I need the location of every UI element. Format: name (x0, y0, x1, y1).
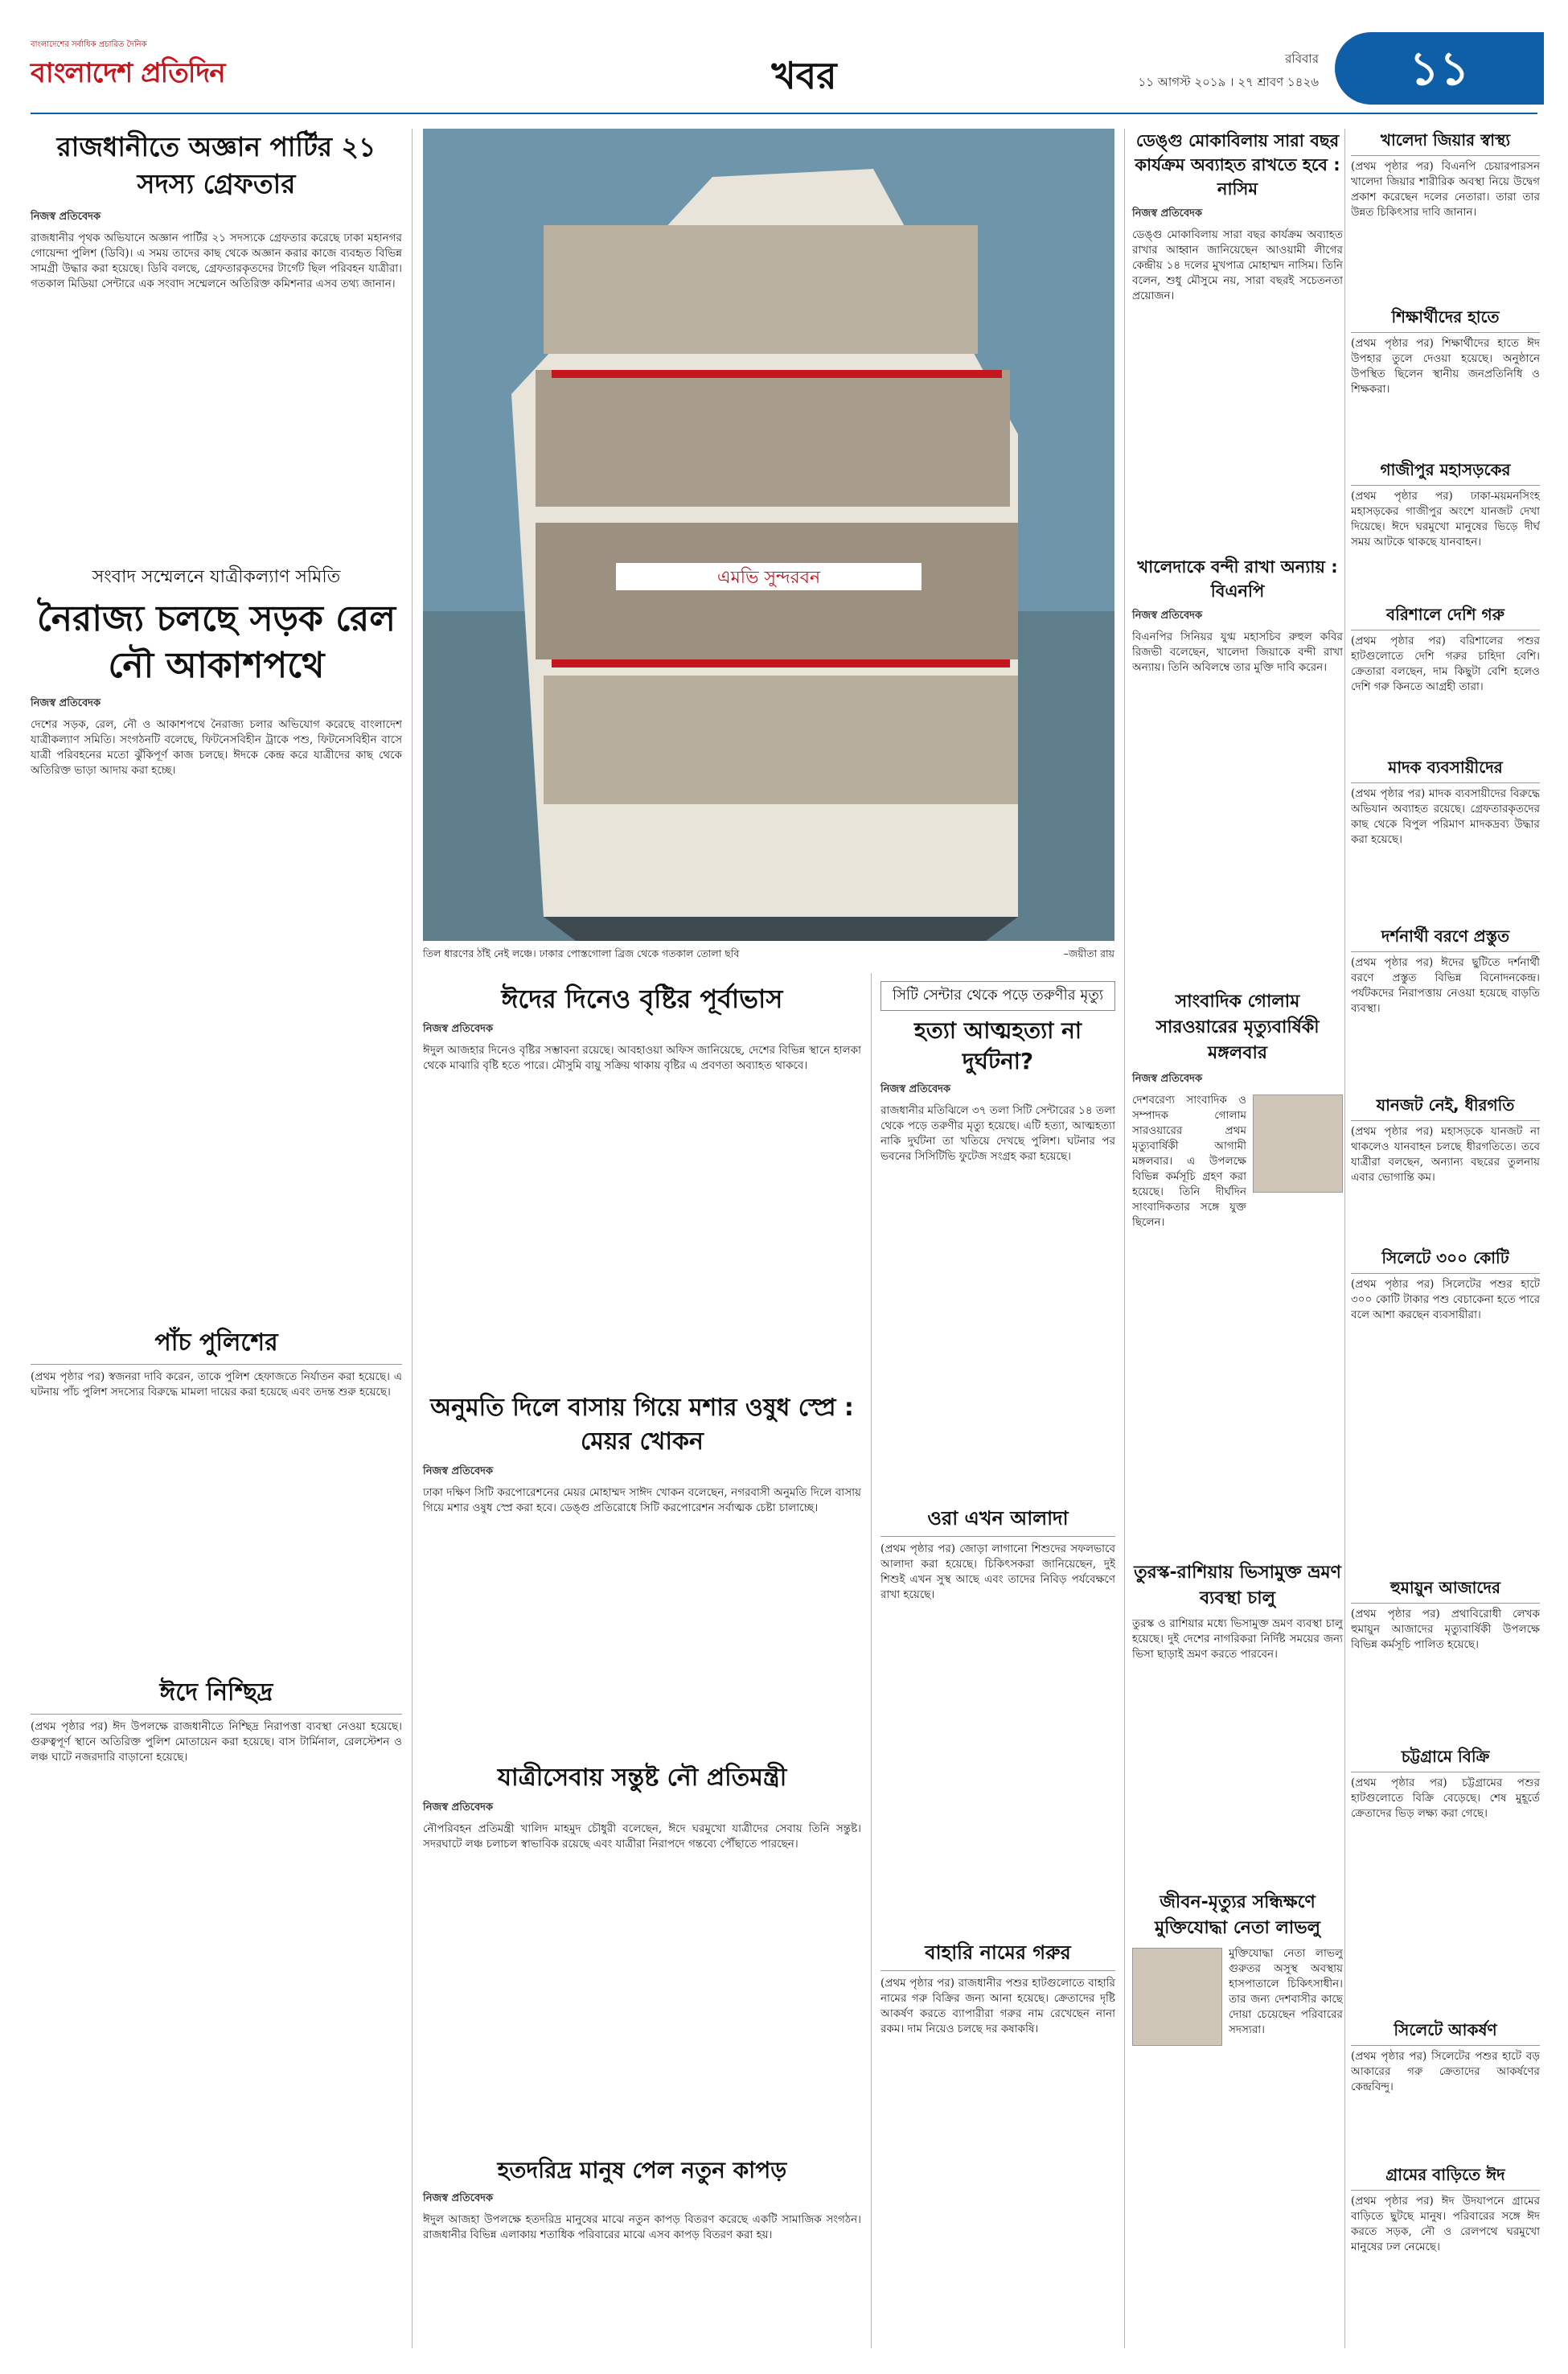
weather-headline: ঈদের দিনেও বৃষ্টির পূর্বাভাস (501, 984, 783, 1014)
khaleda-bondi-byline: নিজস্ব প্রতিবেদক (1132, 610, 1203, 622)
gazipur-story (1351, 458, 1540, 595)
village-eid-body: (প্রথম পৃষ্ঠার পর) ঈদ উদযাপনে গ্রামের বাড়িতে ছুটছে মানুষ। পরিবারের সঙ্গে ঈদ করতে সড়ক, নৌ ও রেলপথে ঘরমুখো মানুষের ঢল নেমেছে। (1351, 2195, 1540, 2253)
jamjot-body: (প্রথম পৃষ্ঠার পর) মহাসড়কে যানজট না থাকলেও যানবাহন চলছে ধীরগতিতে। তবে যাত্রীরা বলছেন, অন্যান্য বছরের তুলনায় এবার ভোগান্তি কম। (1351, 1125, 1540, 1184)
barishal-body: (প্রথম পৃষ্ঠার পর) বরিশালের পশুর হাটগুলোতে দেশি গরুর চাহিদা বেশি। ক্রেতারা বলছেন, দাম কিছুটা বেশি হলেও দেশি গরু কিনতে আগ্রহী তারা। (1351, 635, 1540, 693)
dengue-body: ডেঙ্গু মোকাবিলায় সারা বছর কার্যক্রম অব্যাহত রাখার আহ্বান জানিয়েছেন আওয়ামী লীগের কেন্দ্রীয় ১৪ দলের মুখপাত্র মোহাম্মদ নাসিম। তিনি বলেন, শুধু মৌসুমে নয়, সারা বছরই সচেতনতা প্রয়োজন। (1132, 228, 1343, 302)
bahari-headline: বাহারি নামের গরুর (880, 1938, 1115, 1971)
mosquito-body: ঢাকা দক্ষিণ সিটি করপোরেশনের মেয়র মোহাম্মদ সাঈদ খোকন বলেছেন, নগরবাসী অনুমতি দিলে বাসায় গিয়ে মশার ওষুধ স্প্রে করা হবে। ডেঙ্গু প্রতিরোধে সিটি করপোরেশন সর্বাত্মক চেষ্টা চালাচ্ছে। (423, 1486, 861, 1514)
eid-security-headline: ঈদে নিশ্ছিদ্র (31, 1673, 402, 1715)
dengue-story (1132, 129, 1343, 547)
jamjot-story (1351, 1094, 1540, 1238)
col-rule (1124, 129, 1125, 2348)
golam-sarwar-body: দেশবরেণ্য সাংবাদিক ও সম্পাদক গোলাম সারওয়ারের প্রথম মৃত্যুবার্ষিকী আগামী মঙ্গলবার। এ উপলক্ষে বিভিন্ন কর্মসূচি গ্রহণ করা হয়েছে। তিনি দীর্ঘদিন সাংবাদিকতার সঙ্গে যুক্ত ছিলেন। (1132, 1094, 1246, 1229)
shikkharthi-body: (প্রথম পৃষ্ঠার পর) শিক্ষার্থীদের হাতে ঈদ উপহার তুলে দেওয়া হয়েছে। অনুষ্ঠানে উপস্থিত ছিলেন স্থানীয় জনপ্রতিনিধি ও শিক্ষকরা। (1351, 337, 1540, 396)
section-title: খবর (771, 54, 837, 97)
lead-body: রাজধানীর পৃথক অভিযানে অজ্ঞান পার্টির ২১ সদস্যকে গ্রেফতার করেছে ঢাকা মহানগর গোয়েন্দা পুলিশ (ডিবি)। এ সময় তাদের কাছ থেকে অজ্ঞান করার কাজে ব্যবহৃত বিভিন্ন সামগ্রী উদ্ধার করা হয়েছে। ডিবি বলছে, গ্রেফতারকৃতদের টার্গেট ছিল পরিবহন যাত্রীরা। গতকাল মিডিয়া সেন্টারে এক সংবাদ সম্মেলনে অতিরিক্ত কমিশনার এসব তথ্য জানান। (31, 232, 402, 290)
poor-clothes-headline: হতদরিদ্র মানুষ পেল নতুন কাপড় (497, 2157, 787, 2183)
ora-ekhon-body: (প্রথম পৃষ্ঠার পর) জোড়া লাগানো শিশুদের সফলভাবে আলাদা করা হয়েছে। চিকিৎসকরা জানিয়েছেন, দুই শিশুই এখন সুস্থ আছে এবং তাদের নিবিড় পর্যবেক্ষণে রাখা হয়েছে। (880, 1542, 1115, 1601)
mosquito-headline: অনুমতি দিলে বাসায় গিয়ে মশার ওষুধ স্প্রে : মেয়র খোকন (430, 1394, 854, 1456)
jatriseba-byline: নিজস্ব প্রতিবেদক (423, 1801, 494, 1813)
photo-block (423, 129, 1114, 973)
shikkharthi-headline: শিক্ষার্থীদের হাতে (1351, 306, 1540, 333)
jatriseba-body: নৌপরিবহন প্রতিমন্ত্রী খালিদ মাহমুদ চৌধুরী বলেছেন, ঈদে ঘরমুখো যাত্রীদের সেবায় তিনি সন্তুষ্ট। সদরঘাটে লঞ্চ চলাচল স্বাভাবিক রয়েছে এবং যাত্রীরা নিরাপদে গন্তব্যে পৌঁছাতে পারছেন। (423, 1822, 861, 1850)
chattogram-story (1351, 1745, 1540, 2011)
five-police-headline: পাঁচ পুলিশের (31, 1323, 402, 1365)
weather-byline: নিজস্ব প্রতিবেদক (423, 1023, 494, 1035)
col-rule (871, 973, 872, 2348)
day-label: রবিবার (1285, 51, 1319, 66)
city-center-story (880, 981, 1115, 1496)
khaleda-health-body: (প্রথম পৃষ্ঠার পর) বিএনপি চেয়ারপারসন খালেদা জিয়ার শারীরিক অবস্থা নিয়ে উদ্বেগ প্রকাশ করেছেন দলের নেতারা। তারা তার উন্নত চিকিৎসার দাবি জানান। (1351, 160, 1540, 219)
ship-name: এমভি সুন্দরবন (716, 568, 821, 588)
madok-story (1351, 756, 1540, 917)
khaleda-health-story (1351, 129, 1540, 298)
ora-ekhon-story (880, 1504, 1115, 1930)
bahari-body: (প্রথম পৃষ্ঠার পর) রাজধানীর পশুর হাটগুলোতে বাহারি নামের গরু বিক্রির জন্য আনা হয়েছে। ক্রেতাদের দৃষ্টি আকর্ষণ করতে ব্যাপারীরা গরুর নাম রেখেছেন নানা রকম। দাম নিয়েও চলছে দর কষাকষি। (880, 1977, 1115, 2035)
photo (423, 129, 1114, 941)
masthead-rule (31, 113, 1537, 114)
darshonarthi-body: (প্রথম পৃষ্ঠার পর) ঈদের ছুটিতে দর্শনার্থী বরণে প্রস্তুত বিভিন্ন বিনোদনকেন্দ্র। পর্যটকদের নিরাপত্তায় নেওয়া হয়েছে বাড়তি ব্যবস্থা। (1351, 956, 1540, 1015)
dengue-headline: ডেঙ্গু মোকাবিলায় সারা বছর কার্যক্রম অব্যাহত রাখতে হবে : নাসিম (1135, 131, 1340, 199)
darshonarthi-story (1351, 925, 1540, 1086)
village-eid-story (1351, 2163, 1540, 2348)
jatri-story (31, 563, 402, 1319)
poor-clothes-byline: নিজস্ব প্রতিবেদক (423, 2192, 494, 2204)
madok-headline: মাদক ব্যবসায়ীদের (1351, 756, 1540, 783)
logo-wordmark: বাংলাদেশ প্রতিদিন (31, 57, 225, 89)
logo (31, 39, 240, 95)
sylhet-akorshon-story (1351, 2019, 1540, 2155)
turkey-headline: তুরস্ক-রাশিয়ায় ভিসামুক্ত ভ্রমণ ব্যবস্থা চালু (1134, 1563, 1341, 1608)
city-center-body: রাজধানীর মতিঝিলে ৩৭ তলা সিটি সেন্টারের ১৪ তলা থেকে পড়ে তরুণীর মৃত্যু হয়েছে। এটি হত্যা, আত্মহত্যা নাকি দুর্ঘটনা তা খতিয়ে দেখছে পুলিশ। ঘটনার পর ভবনের সিসিটিভি ফুটেজ সংগ্রহ করা হয়েছে। (880, 1104, 1115, 1163)
city-center-kicker: সিটি সেন্টার থেকে পড়ে তরুণীর মৃত্যু (880, 981, 1115, 1011)
date-label: ১১ আগস্ট ২০১৯ । ২৭ শ্রাবণ ১৪২৬ (1138, 75, 1319, 89)
sylhet-story (1351, 1247, 1540, 1568)
jatri-headline: নৈরাজ্য চলছে সড়ক রেল নৌ আকাশপথে (36, 598, 396, 686)
jatriseba-story (423, 1761, 861, 2147)
dengue-byline: নিজস্ব প্রতিবেদক (1132, 207, 1203, 220)
five-police-body: (প্রথম পৃষ্ঠার পর) স্বজনরা দাবি করেন, তাকে পুলিশ হেফাজতে নির্যাতন করা হয়েছে। এ ঘটনায় পাঁচ পুলিশ সদস্যের বিরুদ্ধে মামলা দায়ের করা হয়েছে এবং তদন্ত শুরু হয়েছে। (31, 1370, 402, 1399)
golam-sarwar-headline: সাংবাদিক গোলাম সারওয়ারের মৃত্যুবার্ষিকী মঙ্গলবার (1155, 992, 1320, 1063)
eid-security-story (31, 1673, 402, 2348)
jamjot-headline: যানজট নেই, ধীরগতি (1351, 1094, 1540, 1121)
freedom-fighter-headline: জীবন-মৃত্যুর সন্ধিক্ষণে মুক্তিযোদ্ধা নেতা লাভলু (1154, 1892, 1321, 1938)
golam-sarwar-byline: নিজস্ব প্রতিবেদক (1132, 1073, 1203, 1085)
lead-byline: নিজস্ব প্রতিবেদক (31, 211, 101, 223)
darshonarthi-headline: দর্শনার্থী বরণে প্রস্তুত (1351, 925, 1540, 952)
poor-clothes-body: ঈদুল আজহা উপলক্ষে হতদরিদ্র মানুষের মাঝে নতুন কাপড় বিতরণ করেছে একটি সামাজিক সংগঠন। রাজধানীর বিভিন্ন এলাকায় শতাধিক পরিবারের মাঝে এসব কাপড় বিতরণ করা হয়। (423, 2213, 861, 2241)
crowded-ferry-photo (423, 129, 1114, 941)
golam-sarwar-story (1132, 989, 1343, 1552)
shikkharthi-story (1351, 306, 1540, 450)
city-center-byline: নিজস্ব প্রতিবেদক (880, 1083, 951, 1095)
photo-credit: –জয়ীতা রায় (1063, 947, 1114, 959)
jatri-kicker: সংবাদ সম্মেলনে যাত্রীকল্যাণ সমিতি (92, 567, 341, 587)
sylhet-akorshon-body: (প্রথম পৃষ্ঠার পর) সিলেটের পশুর হাটে বড় আকারের গরু ক্রেতাদের আকর্ষণের কেন্দ্রবিন্দু। (1351, 2050, 1540, 2093)
freedom-fighter-story (1132, 1890, 1343, 2348)
jatri-byline: নিজস্ব প্রতিবেদক (31, 697, 101, 709)
freedom-fighter-body: মুক্তিযোদ্ধা নেতা লাভলু গুরুতর অসুস্থ অবস্থায় হাসপাতালে চিকিৎসাধীন। তার জন্য দেশবাসীর কাছে দোয়া চেয়েছেন পরিবারের সদস্যরা। (1229, 1947, 1343, 2036)
weather-body: ঈদুল আজহার দিনেও বৃষ্টির সম্ভাবনা রয়েছে। আবহাওয়া অফিস জানিয়েছে, দেশের বিভিন্ন স্থানে হালকা থেকে মাঝারি বৃষ্টি হতে পারে। মৌসুমি বায়ু সক্রিয় থাকায় বৃষ্টির এ প্রবণতা অব্যাহত থাকবে। (423, 1044, 861, 1072)
barishal-headline: বরিশালে দেশি গরু (1351, 603, 1540, 630)
gazipur-headline: গাজীপুর মহাসড়কের (1351, 458, 1540, 486)
golam-sarwar-portrait (1253, 1095, 1343, 1193)
col-rule (412, 129, 413, 2348)
date-block (1086, 50, 1319, 93)
logo-tagline: বাংলাদেশের সর্বাধিক প্রচারিত দৈনিক (31, 40, 147, 49)
page-number: ১১ (1409, 41, 1470, 96)
khaleda-health-headline: খালেদা জিয়ার স্বাস্থ্য (1351, 129, 1540, 156)
poor-clothes-story (423, 2155, 861, 2348)
freedom-fighter-portrait (1132, 1948, 1222, 2046)
village-eid-headline: গ্রামের বাড়িতে ঈদ (1351, 2163, 1540, 2191)
lead-headline: রাজধানীতে অজ্ঞান পার্টির ২১ সদস্য গ্রেফতার (56, 131, 376, 199)
barishal-story (1351, 603, 1540, 748)
page-number-badge (1335, 32, 1544, 105)
chattogram-headline: চট্টগ্রামে বিক্রি (1351, 1745, 1540, 1772)
eid-security-body: (প্রথম পৃষ্ঠার পর) ঈদ উপলক্ষে রাজধানীতে নিশ্ছিদ্র নিরাপত্তা ব্যবস্থা নেওয়া হয়েছে। গুরুত্বপূর্ণ স্থানে অতিরিক্ত পুলিশ মোতায়েন করা হয়েছে। বাস টার্মিনাল, রেলস্টেশন ও লঞ্চ ঘাটে নজরদারি বাড়ানো হয়েছে। (31, 1720, 402, 1764)
sylhet-headline: সিলেটে ৩০০ কোটি (1351, 1247, 1540, 1274)
bahari-story (880, 1938, 1115, 2348)
lead-story (31, 129, 402, 547)
jatri-body: দেশের সড়ক, রেল, নৌ ও আকাশপথে নৈরাজ্য চলার অভিযোগ করেছে বাংলাদেশ যাত্রীকল্যাণ সমিতি। সংগঠনটি বলেছে, ফিটনেসবিহীন ট্রাকে পশু, ফিটনেসবিহীন বাসে যাত্রী পরিবহনের মতো ঝুঁকিপূর্ণ কাজ চলছে। ঈদকে কেন্দ্র করে যাত্রীদের কাছ থেকে অতিরিক্ত ভাড়া আদায় করা হচ্ছে। (31, 718, 402, 777)
jatriseba-headline: যাত্রীসেবায় সন্তুষ্ট নৌ প্রতিমন্ত্রী (497, 1764, 787, 1792)
masthead (0, 0, 1568, 121)
humayun-body: (প্রথম পৃষ্ঠার পর) প্রথাবিরোধী লেখক হুমায়ুন আজাদের মৃত্যুবার্ষিকী উপলক্ষে বিভিন্ন কর্মসূচি পালিত হয়েছে। (1351, 1608, 1540, 1651)
sylhet-body: (প্রথম পৃষ্ঠার পর) সিলেটের পশুর হাটে ৩০০ কোটি টাকার পশু বেচাকেনা হতে পারে বলে আশা করছেন ব্যবসায়ীরা। (1351, 1278, 1540, 1321)
humayun-headline: হুমায়ুন আজাদের (1351, 1576, 1540, 1604)
mosquito-byline: নিজস্ব প্রতিবেদক (423, 1465, 494, 1477)
photo-caption: তিল ধারণের ঠাঁই নেই লঞ্চে। ঢাকার পোস্তগোলা ব্রিজ থেকে গতকাল তোলা ছবি (423, 947, 740, 959)
sylhet-akorshon-headline: সিলেটে আকর্ষণ (1351, 2019, 1540, 2046)
weather-story (423, 981, 861, 1387)
five-police-story (31, 1323, 402, 1665)
col-rule (1344, 129, 1345, 2348)
ora-ekhon-headline: ওরা এখন আলাদা (880, 1504, 1115, 1537)
madok-body: (প্রথম পৃষ্ঠার পর) মাদক ব্যবসায়ীদের বিরুদ্ধে অভিযান অব্যাহত রয়েছে। গ্রেফতারকৃতদের কাছ থেকে বিপুল পরিমাণ মাদকদ্রব্য উদ্ধার করা হয়েছে। (1351, 787, 1540, 846)
khaleda-bondi-headline: খালেদাকে বন্দী রাখা অন্যায় : বিএনপি (1137, 557, 1338, 601)
chattogram-body: (প্রথম পৃষ্ঠার পর) চট্টগ্রামের পশুর হাটগুলোতে বিক্রি বেড়েছে। শেষ মুহূর্তে ক্রেতাদের ভিড় লক্ষ্য করা গেছে। (1351, 1776, 1540, 1820)
humayun-story (1351, 1576, 1540, 1737)
city-center-headline: হত্যা আত্মহত্যা না দুর্ঘটনা? (914, 1017, 1082, 1074)
khaleda-bondi-body: বিএনপির সিনিয়র যুগ্ম মহাসচিব রুহুল কবির রিজভী বলেছেন, খালেদা জিয়াকে বন্দী রাখা অন্যায়। তিনি অবিলম্বে তার মুক্তি দাবি করেন। (1132, 630, 1343, 674)
mosquito-story (423, 1391, 861, 1777)
turkey-story (1132, 1560, 1343, 1882)
khaleda-bondi-story (1132, 555, 1343, 981)
gazipur-body: (প্রথম পৃষ্ঠার পর) ঢাকা-ময়মনসিংহ মহাসড়কের গাজীপুর অংশে যানজট দেখা দিয়েছে। ঈদে ঘরমুখো মানুষের ভিড়ে দীর্ঘ সময় আটকে থাকছে যানবাহন। (1351, 490, 1540, 548)
turkey-body: তুরস্ক ও রাশিয়ার মধ্যে ভিসামুক্ত ভ্রমণ ব্যবস্থা চালু হয়েছে। দুই দেশের নাগরিকরা নির্দিষ্ট সময়ের জন্য ভিসা ছাড়াই ভ্রমণ করতে পারবেন। (1132, 1617, 1343, 1661)
